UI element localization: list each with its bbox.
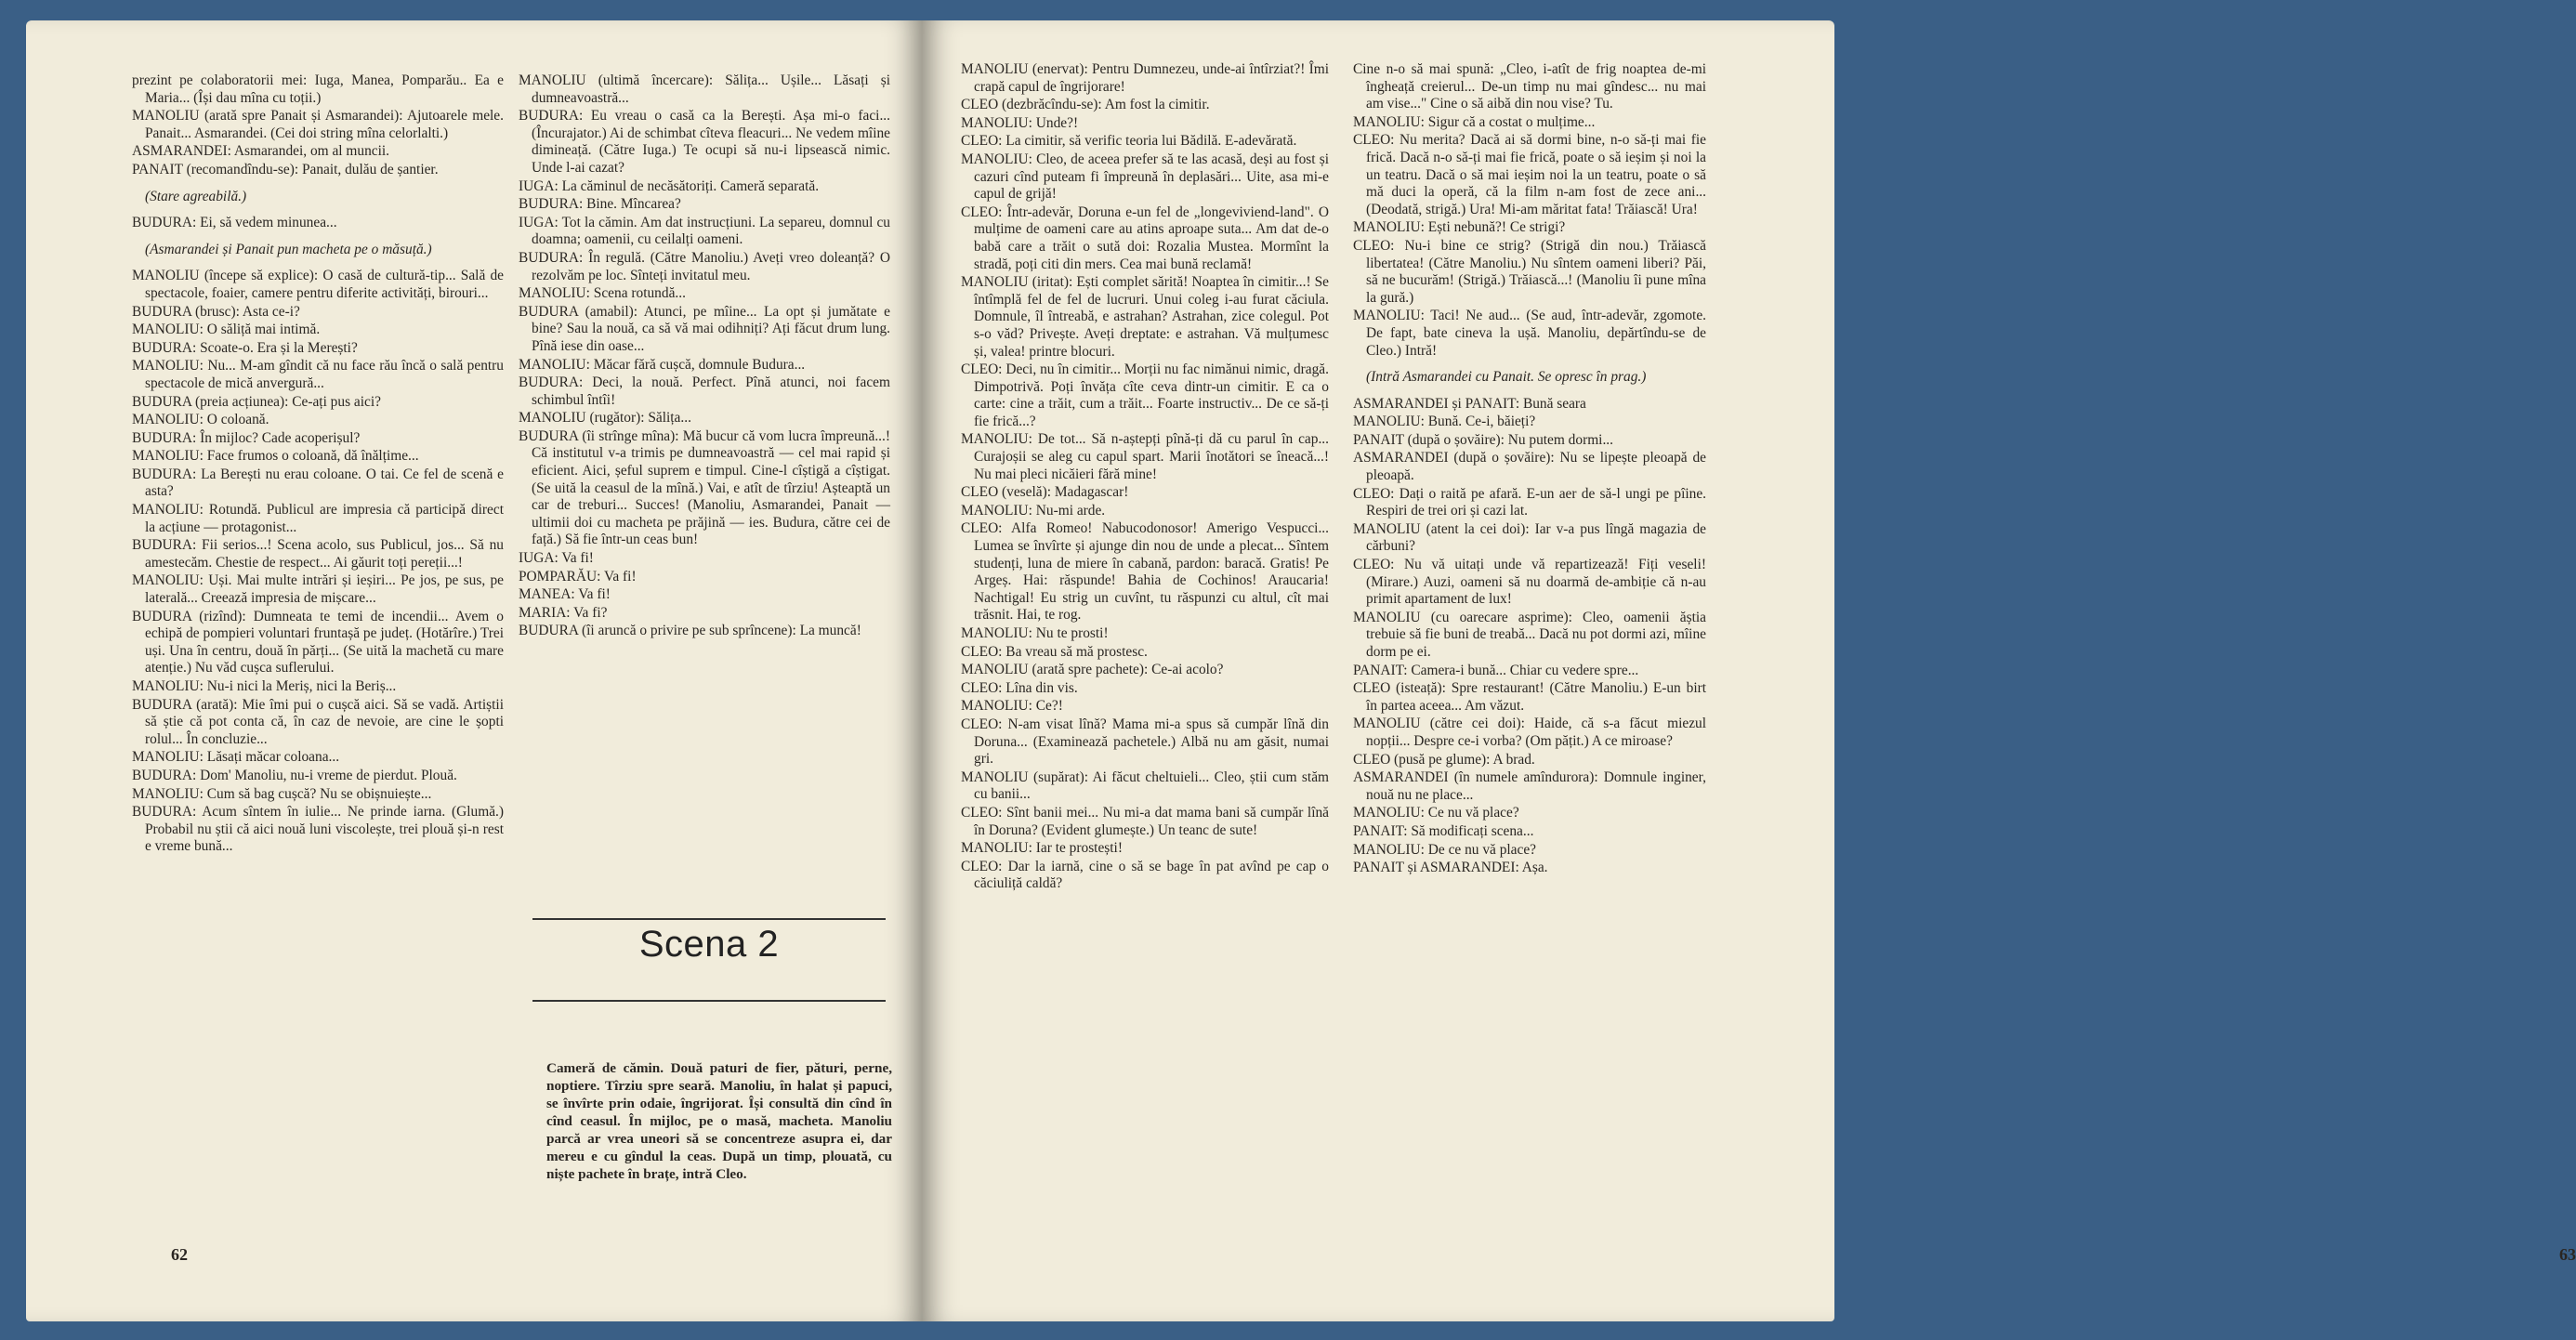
dialogue-line: MANOLIU: Nu te prosti! — [961, 625, 1109, 641]
dialogue-line: MANOLIU (cu oarecare asprime): Cleo, oamenii ăștia trebuie să fie buni de treabă... Dacă nu pot dormi azi, mîine dorm pe ei. — [1353, 609, 1706, 660]
dialogue-line: MANOLIU: Lăsați măcar coloana... — [132, 749, 340, 766]
dialogue-line: ASMARANDEI: Asmarandei, om al muncii. — [132, 143, 390, 160]
dialogue-line: MANOLIU (arată spre Panait și Asmarandei): Ajutoarele mele. Panait... Asmarandei. (Cei doi string mîna celorlalti.) — [132, 108, 504, 141]
dialogue-line: MANOLIU (atent la cei doi): Iar v-a pus lîngă magazia de cărbuni? — [1353, 520, 1706, 555]
dialogue-line: BUDURA: În regulă. (Către Manoliu.) Aveți vreo doleanță? O rezolvăm pe loc. Sînteți invitatul meu. — [519, 249, 890, 283]
dialogue-line: BUDURA (preia acțiunea): Ce-ați pus aici? — [132, 393, 381, 410]
dialogue-line: BUDURA (îi aruncă o privire pe sub sprîncene): La muncă! — [519, 623, 861, 639]
dialogue-line: IUGA: Va fi! — [519, 550, 594, 567]
dialogue-line: BUDURA (îi strînge mîna): Mă bucur că vom lucra împreună...! Că institutul v-a trimis pe dumneavoastră — cel mai rapid și eficient. Aici, șeful suprem e timpul. Cine-l cîștigă a cîștigat. (Se uită la ceasul de la mînă.) Vai, e atît de tîrziu! Așteaptă un car de treburi... Succes! (Manoliu, Asmarandei, Panait — ultimii doi cu macheta pe prăjină — ies. Budura, către cei de față.) Să fie într-un ceas bun! — [519, 427, 890, 548]
dialogue-line: MANOLIU: Ce nu vă place? — [1353, 805, 1519, 821]
left-column-1 — [132, 72, 504, 857]
dialogue-line: BUDURA (brusc): Asta ce-i? — [132, 303, 300, 320]
dialogue-line: BUDURA (arată): Mie îmi pui o cușcă aici. Să se vadă. Artiștii să știe că pot conta că, în caz de nevoie, are cine le șopti rolul... În concluzie... — [132, 696, 504, 747]
dialogue-line: MANOLIU: De tot... Să n-aștepți pînă-ți dă cu parul în cap... Curajoșii se aleg cu capul spart. Marii înotători se îneacă...! Nu mai pleci nicăieri fără mine! — [961, 431, 1329, 482]
scene-rule-top — [532, 918, 886, 920]
dialogue-line: MANEA: Va fi! — [519, 586, 611, 603]
dialogue-line: CLEO (isteață): Spre restaurant! (Către Manoliu.) E-un birt în partea aceea... Am văzut. — [1353, 680, 1706, 714]
dialogue-line: MANOLIU: Unde?! — [961, 114, 1079, 131]
dialogue-line: IUGA: Tot la cămin. Am dat instrucțiuni. La separeu, domnul cu doamna; oamenii, cu ceilalți oameni. — [519, 214, 890, 248]
dialogue-line: BUDURA: În mijloc? Cade acoperișul? — [132, 429, 361, 446]
dialogue-line: ASMARANDEI (după o șovăire): Nu se lipește pleoapă de pleoapă. — [1353, 450, 1706, 484]
dialogue-line: BUDURA (amabil): Atunci, pe mîine... La opt și jumătate e bine? Sau la nouă, ca să vă mai odihniți? Ați făcut drum lung. Pînă iese din oase... — [519, 303, 890, 354]
dialogue-line: MANOLIU: Ești nebună?! Ce strigi? — [1353, 219, 1566, 236]
dialogue-line: CLEO: Deci, nu în cimitir... Morții nu fac nimănui nimic, dragă. Dimpotrivă. Poți învăța cîte ceva dintr-un cimitir. E ca o carte: cine a trăit, cum a trăit... Foarte instructiv... De ce să-ți fie frică...? — [961, 361, 1329, 429]
dialogue-line: BUDURA: Ei, să vedem minunea... — [132, 215, 337, 231]
stage-direction: (Stare agreabilă.) — [145, 188, 247, 204]
dialogue-line: prezint pe colaboratorii mei: Iuga, Manea, Pomparău.. Ea e Maria... (Își dau mîna cu toții.) — [132, 72, 504, 106]
dialogue-line: CLEO (pusă pe glume): A brad. — [1353, 751, 1535, 768]
dialogue-line: BUDURA: La Berești nu erau coloane. O tai. Ce fel de scenă e asta? — [132, 466, 504, 500]
scene-rule-bottom — [532, 1000, 886, 1002]
dialogue-line: MANOLIU (începe să explice): O casă de cultură-tip... Sală de spectacole, foaier, camere pentru diferite activități, birouri... — [132, 268, 504, 301]
scene-title: Scena 2 — [638, 924, 780, 965]
left-column-2 — [519, 72, 890, 641]
dialogue-line: MANOLIU: Măcar fără cușcă, domnule Budura... — [519, 356, 806, 373]
dialogue-line: PANAIT (recomandîndu-se): Panait, dulău de șantier. — [132, 161, 439, 177]
dialogue-line: MANOLIU: O săliță mai intimă. — [132, 322, 321, 338]
right-column-1 — [961, 61, 1329, 894]
dialogue-line: MANOLIU: De ce nu vă place? — [1353, 841, 1537, 858]
left-page — [26, 20, 922, 1321]
dialogue-line: PANAIT (după o șovăire): Nu putem dormi... — [1353, 431, 1613, 448]
dialogue-line: MANOLIU (arată spre pachete): Ce-ai acolo? — [961, 662, 1224, 678]
dialogue-line: MANOLIU: Scena rotundă... — [519, 285, 686, 302]
dialogue-line: MANOLIU: Taci! Ne aud... (Se aud, într-adevăr, zgomote. De fapt, bate cineva la ușă. Manoliu, depărtîndu-se de Cleo.) Intră! — [1353, 308, 1706, 359]
dialogue-line: PANAIT: Camera-i bună... Chiar cu vedere spre... — [1353, 662, 1639, 678]
dialogue-line: MANOLIU: O coloană. — [132, 412, 269, 428]
dialogue-line: CLEO (veselă): Madagascar! — [961, 484, 1129, 501]
dialogue-line: CLEO: Nu-i bine ce strig? (Strigă din nou.) Trăiască libertatea! (Către Manoliu.) Nu sîntem oameni liberi? Păi, să ne bucurăm! (Strigă.) Trăiască...! (Manoliu îi pune mîna la gură.) — [1353, 237, 1706, 306]
dialogue-line: CLEO: La cimitir, să verific teoria lui Bădilă. E-adevărată. — [961, 133, 1297, 150]
dialogue-line: MANOLIU: Sigur că a costat o mulțime... — [1353, 113, 1596, 130]
dialogue-line: BUDURA: Eu vreau o casă ca la Berești. Așa mi-o faci... (Încurajator.) Ai de schimbat cîteva fleacuri... Ne vedem mîine dimineață. (Către Iuga.) Te ocupi să nu-i lipsească nimic. Unde l-ai cazat? — [519, 108, 890, 176]
dialogue-line: PANAIT și ASMARANDEI: Așa. — [1353, 860, 1548, 876]
dialogue-line: BUDURA: Scoate-o. Era și la Merești? — [132, 339, 358, 356]
dialogue-line: MANOLIU: Nu... M-am gîndit că nu face rău încă o sală pentru spectacole de mică anvergură... — [132, 358, 504, 391]
dialogue-line: POMPARĂU: Va fi! — [519, 568, 637, 585]
dialogue-line: CLEO: Nu vă uitați unde vă repartizează! Fiți veseli! (Mirare.) Auzi, oameni să nu doarmă de-ambiție că n-au primit apartament de lux! — [1353, 557, 1706, 608]
dialogue-line: MARIA: Va fi? — [519, 604, 608, 621]
dialogue-line: ASMARANDEI și PANAIT: Bună seara — [1353, 395, 1586, 412]
dialogue-line: CLEO: Dați o raită pe afară. E-un aer de să-l ungi pe pîine. Respiri de trei ori și cazi lat. — [1353, 485, 1706, 519]
dialogue-line: CLEO (dezbrăcîndu-se): Am fost la cimitir. — [961, 97, 1210, 113]
dialogue-line: BUDURA: Acum sîntem în iulie... Ne prinde iarna. (Glumă.) Probabil nu știi că aici nouă luni viscolește, trei plouă și-n rest e vreme bună... — [132, 804, 504, 855]
dialogue-line: CLEO: Sînt banii mei... Nu mi-a dat mama bani să cumpăr lînă în Doruna? (Evident glumește.) Un teanc de sute! — [961, 804, 1329, 838]
dialogue-line: MANOLIU (rugător): Sălița... — [519, 410, 691, 427]
dialogue-line: MANOLIU: Uși. Mai multe intrări și ieșiri... Pe jos, pe sus, pe laterală... Creează impresia de mișcare... — [132, 572, 504, 607]
dialogue-line: CLEO: N-am visat lînă? Mama mi-a spus să cumpăr lînă din Doruna... (Examinează pachetele.) Albă nu am găsit, numai gri. — [961, 716, 1329, 768]
dialogue-line: CLEO: Într-adevăr, Doruna e-un fel de „longeviviend-land". O mulțime de oameni care au atins aproape suta... Am dat de-o babă care a trăit o sută doi: Rozalia Mustea. Mormînt la stradă, poți citi din mers. Cea mai bună reclamă! — [961, 204, 1329, 272]
dialogue-line: BUDURA: Fii serios...! Scena acolo, sus Publicul, jos... Să nu amestecăm. Chestie de respect... Ai găurit toți pereții...! — [132, 537, 504, 571]
right-column-2 — [1353, 61, 1706, 878]
dialogue-line: MANOLIU: Ce?! — [961, 698, 1063, 715]
dialogue-line: CLEO: Nu merita? Dacă ai să dormi bine, n-o să-ți mai fie frică. Dacă n-o să-ți mai fie frică, poate o să ieșim și noi la un teatru. Dacă o să mai ieșim noi la un teatru, poate o să mă duci la operă, că la film n-am fost de zece ani... (Deodată, strigă.) Ura! Mi-am măritat fata! Trăiască! Ura! — [1353, 132, 1706, 217]
dialogue-line: IUGA: La căminul de necăsătoriți. Cameră separată. — [519, 177, 820, 194]
dialogue-line: MANOLIU: Rotundă. Publicul are impresia că participă direct la acțiune — protagonist... — [132, 502, 504, 535]
dialogue-line: MANOLIU: Nu-mi arde. — [961, 502, 1106, 519]
page-number-right: 63 — [2559, 1245, 2576, 1264]
dialogue-line: MANOLIU (către cei doi): Haide, că s-a făcut miezul nopții... Despre ce-i vorba? (Om pățit.) A ce miroase? — [1353, 716, 1706, 749]
dialogue-line: MANOLIU (ultimă încercare): Sălița... Ușile... Lăsați și dumneavoastră... — [519, 72, 890, 106]
page-number-left: 62 — [171, 1245, 188, 1264]
dialogue-line: MANOLIU: Cum să bag cușcă? Nu se obișnuiește... — [132, 785, 432, 802]
stage-direction: (Asmarandei și Panait pun macheta pe o măsuță.) — [145, 241, 432, 257]
dialogue-line: MANOLIU (enervat): Pentru Dumnezeu, unde-ai întîrziat?! Îmi crapă capul de îngrijorare! — [961, 61, 1329, 95]
stage-direction: (Intră Asmarandei cu Panait. Se opresc în prag.) — [1366, 369, 1647, 386]
dialogue-line: BUDURA (rizînd): Dumneata te temi de incendii... Avem o echipă de pompieri voluntari fruntașă pe județ. (Hotărîre.) Trei uși. Una în centru, două în părți... (Se uită la machetă cu mare atenție.) Nu văd cușca suflerului. — [132, 608, 504, 677]
dialogue-line: PANAIT: Să modificați scena... — [1353, 822, 1534, 839]
dialogue-line: MANOLIU (supărat): Ai făcut cheltuieli... Cleo, știi cum stăm cu banii... — [961, 769, 1329, 803]
dialogue-line: MANOLIU: Iar te prostești! — [961, 840, 1123, 857]
scene-description: Cameră de cămin. Două paturi de fier, pături, perne, noptiere. Tîrziu spre seară. Manoliu, în halat și papuci, se învîrte prin odaie, îngrijorat. Își consultă din cînd în cînd ceasul. În mijloc, pe o masă, macheta. Manoliu parcă ar vrea uneori să se concentreze asupra ei, dar mereu e cu gîndul la ceas. După un timp, plouată, cu niște pachete în brațe, intră Cleo. — [546, 1060, 892, 1182]
dialogue-line: MANOLIU: Nu-i nici la Meriș, nici la Beriș... — [132, 678, 397, 694]
dialogue-line: BUDURA: Dom' Manoliu, nu-i vreme de pierdut. Plouă. — [132, 767, 457, 783]
dialogue-line: CLEO: Ba vreau să mă prostesc. — [961, 643, 1148, 660]
dialogue-line: CLEO: Alfa Romeo! Nabucodonosor! Amerigo Vespucci... Lumea se învîrte și ajunge din nou de unde a plecat... Sîntem studenți, luna de miere în cabană, pardon: baracă. Gratis! Pe Argeș. Hai: răspunde! Bahia de Cochinos! Araucaria! Nachtigal! Eu strig un cuvînt, tu răspunzi cu altul, cît mai trăsnit. Hai, te rog. — [961, 520, 1329, 624]
dialogue-line: MANOLIU (iritat): Ești complet sărită! Noaptea în cimitir...! Se întîmplă fel de fel de lucruri. Unui coleg i-au furat căciula. Domnule, îl întreabă, e astrahan? Astrahan, zice colegul. Pot s-o văd? Privește. Aveți dreptate: e astrahan. Vă mulțumesc și, valea! printre blocuri. — [961, 274, 1329, 360]
dialogue-line: CLEO: Dar la iarnă, cine o să se bage în pat avînd pe cap o căciuliță caldă? — [961, 858, 1329, 892]
dialogue-line: Cine n-o să mai spună: „Cleo, i-atît de frig noaptea de-mi îngheață creierul... De-un timp nu mai gîndesc... nu mai am vise..." Cine o să aibă din nou vise? Tu. — [1353, 61, 1706, 112]
dialogue-line: BUDURA: Bine. Mîncarea? — [519, 196, 681, 213]
dialogue-line: MANOLIU: Cleo, de aceea prefer să te las acasă, deși au fost și cazuri cînd puteam fi împreună în deplasări... Uite, asa mi-e capul de grijă! — [961, 151, 1329, 203]
dialogue-line: ASMARANDEI (în numele amîndurora): Domnule inginer, nouă nu ne place... — [1353, 769, 1706, 803]
right-page — [922, 20, 2576, 1321]
dialogue-line: MANOLIU: Face frumos o coloană, dă înălțime... — [132, 448, 419, 465]
dialogue-line: BUDURA: Deci, la nouă. Perfect. Pînă atunci, noi facem schimbul întîi! — [519, 374, 890, 408]
dialogue-line: MANOLIU: Bună. Ce-i, băieți? — [1353, 414, 1536, 430]
dialogue-line: CLEO: Lîna din vis. — [961, 679, 1078, 696]
